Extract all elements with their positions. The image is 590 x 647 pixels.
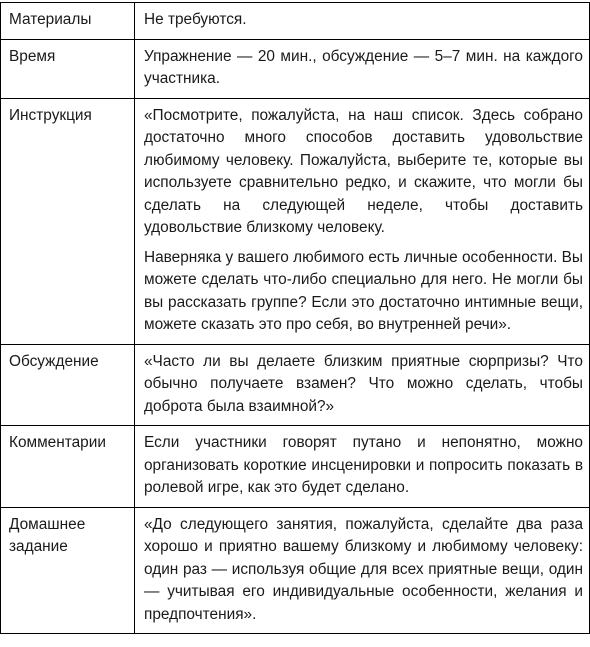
table-row-time (1, 39, 590, 98)
paragraph: «Часто ли вы делаете близким приятные сюрпризы? Что обычно получаете взамен? Что можно сделать, чтобы доброта была взаимной?» (144, 352, 583, 415)
row-label-time: Время (1, 39, 135, 98)
row-content-comments (135, 426, 590, 508)
paragraph: Если участники говорят путано и непонятно, можно организовать короткие инсценировки и попросить показать в ролевой игре, как это будет сделано. (144, 434, 583, 496)
table-row-comments (1, 426, 590, 508)
row-label-instruction: Инструкция (1, 98, 135, 344)
row-content-discussion (135, 344, 590, 426)
paragraph: Упражнение — 20 мин., обсуждение — 5–7 мин. на каждого участника. (144, 47, 583, 87)
row-label-homework: Домашнее задание (1, 507, 135, 634)
row-content-time (135, 39, 590, 98)
table-row-materials (1, 3, 590, 40)
paragraph: Наверняка у вашего любимого есть личные особенности. Вы можете сделать что-либо специально для него. Не могли бы вы рассказать группе? Если это достаточно интимные вещи, можете сказать это про себя, во внутренней речи». (144, 248, 583, 333)
table-row-discussion (1, 344, 590, 426)
table-row-instruction (1, 98, 590, 344)
row-content-materials (135, 3, 590, 40)
row-label-materials: Материалы (1, 3, 135, 40)
exercise-table (0, 2, 590, 634)
paragraph: Не требуются. (144, 11, 247, 28)
paragraph: «Посмотрите, пожалуйста, на наш список. Здесь собрано достаточно много способов доставить удовольствие любимому человеку. Пожалуйста, выберите те, которые вы используете сравнительно редко, и скажите, что могли бы сделать на следующей неделе, чтобы доставить удовольствие близкому человеку. (144, 106, 583, 236)
row-content-homework (135, 507, 590, 634)
row-label-discussion: Обсуждение (1, 344, 135, 426)
table-row-homework (1, 507, 590, 634)
row-label-comments: Комментарии (1, 426, 135, 508)
paragraph: «До следующего занятия, пожалуйста, сделайте два раза хорошо и приятно вашему близкому и любимому человеку: один раз — используя общие для всех приятные вещи, один — учитывая его индивидуальные особенности, желания и предпочтения». (144, 515, 583, 623)
row-content-instruction (135, 98, 590, 344)
